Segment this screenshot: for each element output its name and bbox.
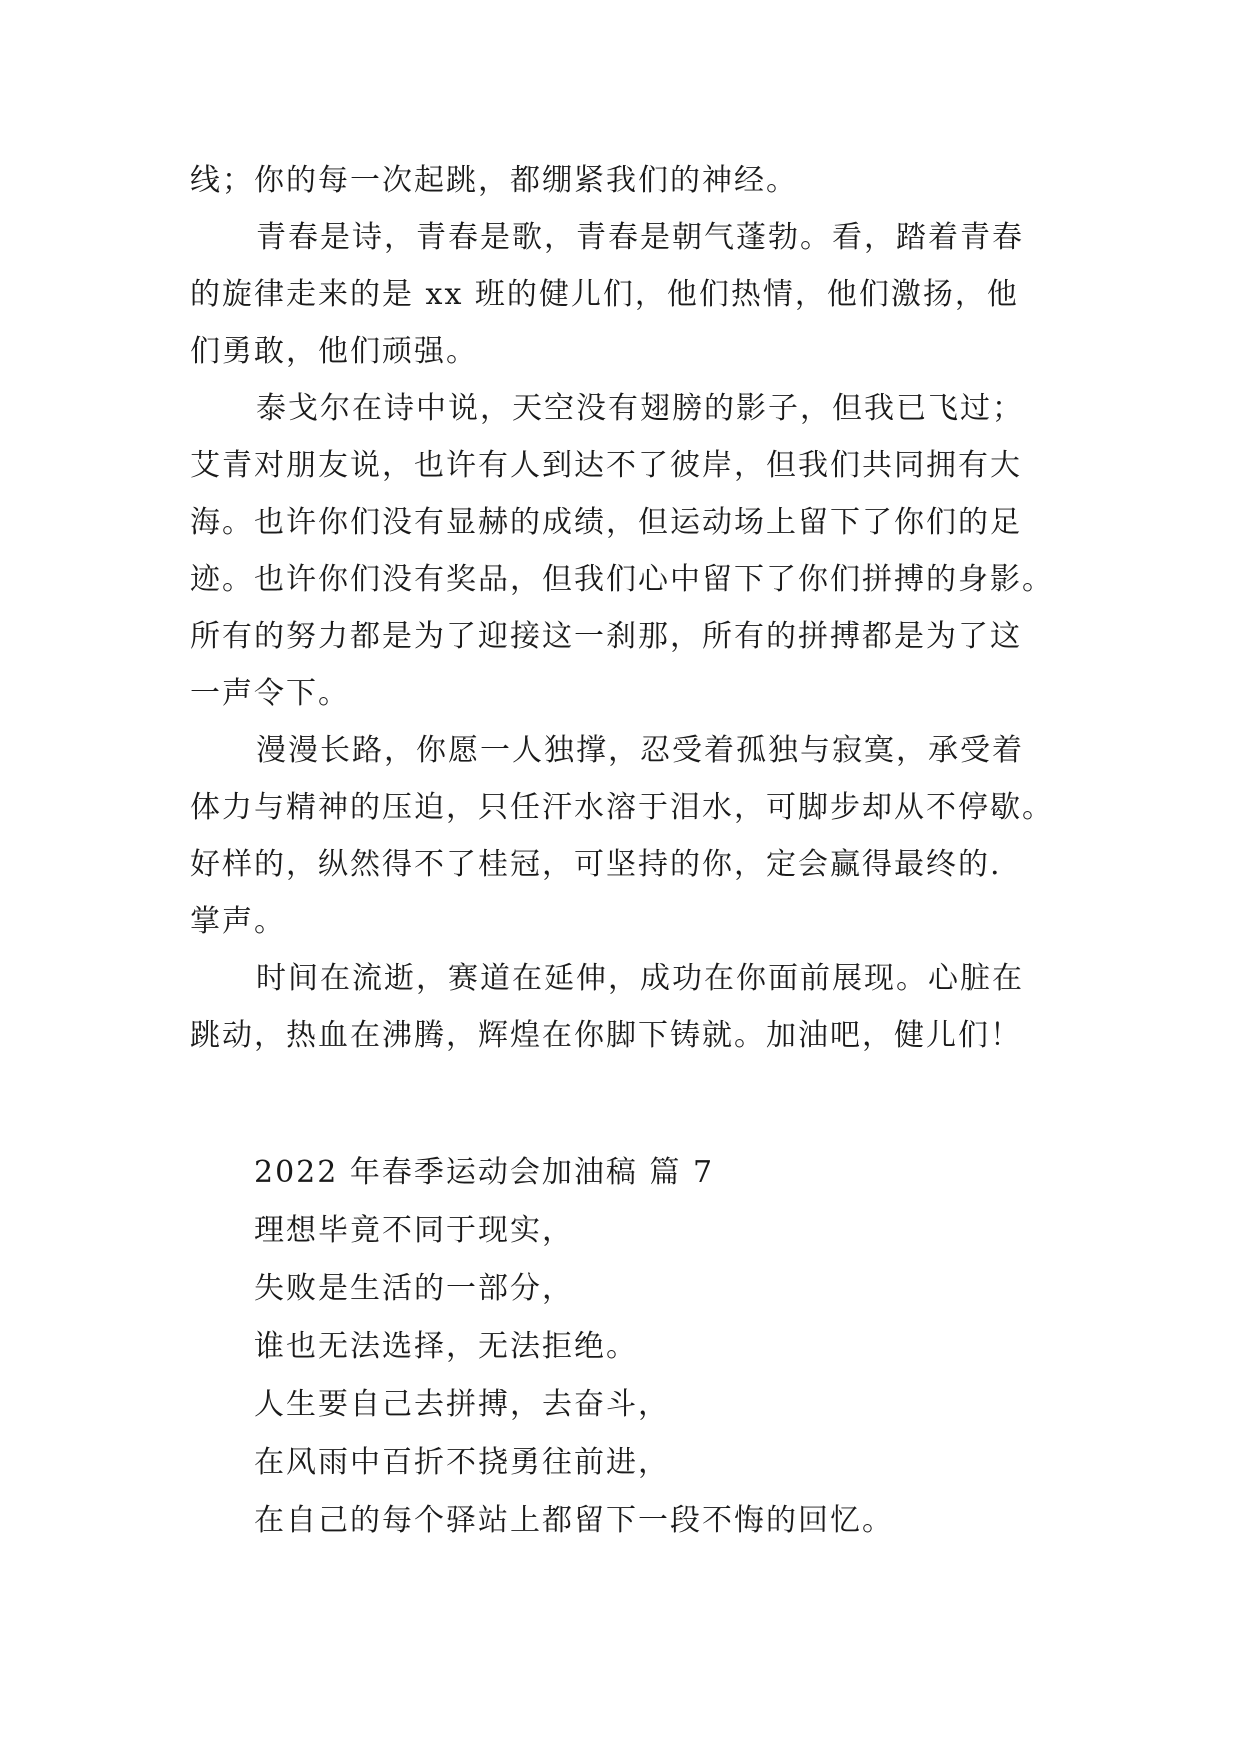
poem-line: 理想毕竟不同于现实， xyxy=(254,1213,574,1248)
poem-line: 谁也无法选择，无法拒绝。 xyxy=(254,1329,638,1364)
poem-line: 在自己的每个驿站上都留下一段不悔的回忆。 xyxy=(254,1503,894,1538)
paragraph-2-line-6: 一声令下。 xyxy=(190,676,350,711)
section-title: 2022 年春季运动会加油稿 篇 7 xyxy=(254,1155,715,1190)
paragraph-2-line-5: 所有的努力都是为了迎接这一刹那，所有的拼搏都是为了这 xyxy=(190,619,1022,654)
paragraph-1-line-3: 们勇敢，他们顽强。 xyxy=(190,334,478,369)
paragraph-2-line-3: 海。也许你们没有显赫的成绩，但运动场上留下了你们的足 xyxy=(190,505,1022,540)
paragraph-2-line-1: 泰戈尔在诗中说，天空没有翅膀的影子，但我已飞过； xyxy=(256,391,1024,426)
poem-section xyxy=(254,1144,1054,1550)
continuation-line: 线；你的每一次起跳，都绷紧我们的神经。 xyxy=(190,163,798,198)
paragraph-3-line-1: 漫漫长路，你愿一人独撑，忍受着孤独与寂寞，承受着 xyxy=(256,733,1024,768)
poem-line: 失败是生活的一部分， xyxy=(254,1271,574,1306)
paragraph-1-line-1: 青春是诗，青春是歌，青春是朝气蓬勃。看，踏着青春 xyxy=(256,220,1024,255)
paragraph-3-line-3: 好样的，纵然得不了桂冠，可坚持的你，定会赢得最终的. xyxy=(190,847,1002,882)
poem-line: 在风雨中百折不挠勇往前进， xyxy=(254,1445,670,1480)
paragraph-3-line-4: 掌声。 xyxy=(190,904,286,939)
paragraph-2-line-4: 迹。也许你们没有奖品，但我们心中留下了你们拼搏的身影。 xyxy=(190,562,1054,597)
paragraph-4-line-2: 跳动，热血在沸腾，辉煌在你脚下铸就。加油吧，健儿们！ xyxy=(190,1018,1022,1053)
poem-line: 人生要自己去拼搏，去奋斗， xyxy=(254,1387,670,1422)
paragraph-4-line-1: 时间在流逝，赛道在延伸，成功在你面前展现。心脏在 xyxy=(256,961,1024,996)
article-body xyxy=(190,152,1060,1064)
paragraph-1-line-2: 的旋律走来的是 xx 班的健儿们，他们热情，他们激扬，他 xyxy=(190,277,1019,312)
paragraph-3-line-2: 体力与精神的压迫，只任汗水溶于泪水，可脚步却从不停歇。 xyxy=(190,790,1054,825)
paragraph-2-line-2: 艾青对朋友说，也许有人到达不了彼岸，但我们共同拥有大 xyxy=(190,448,1022,483)
